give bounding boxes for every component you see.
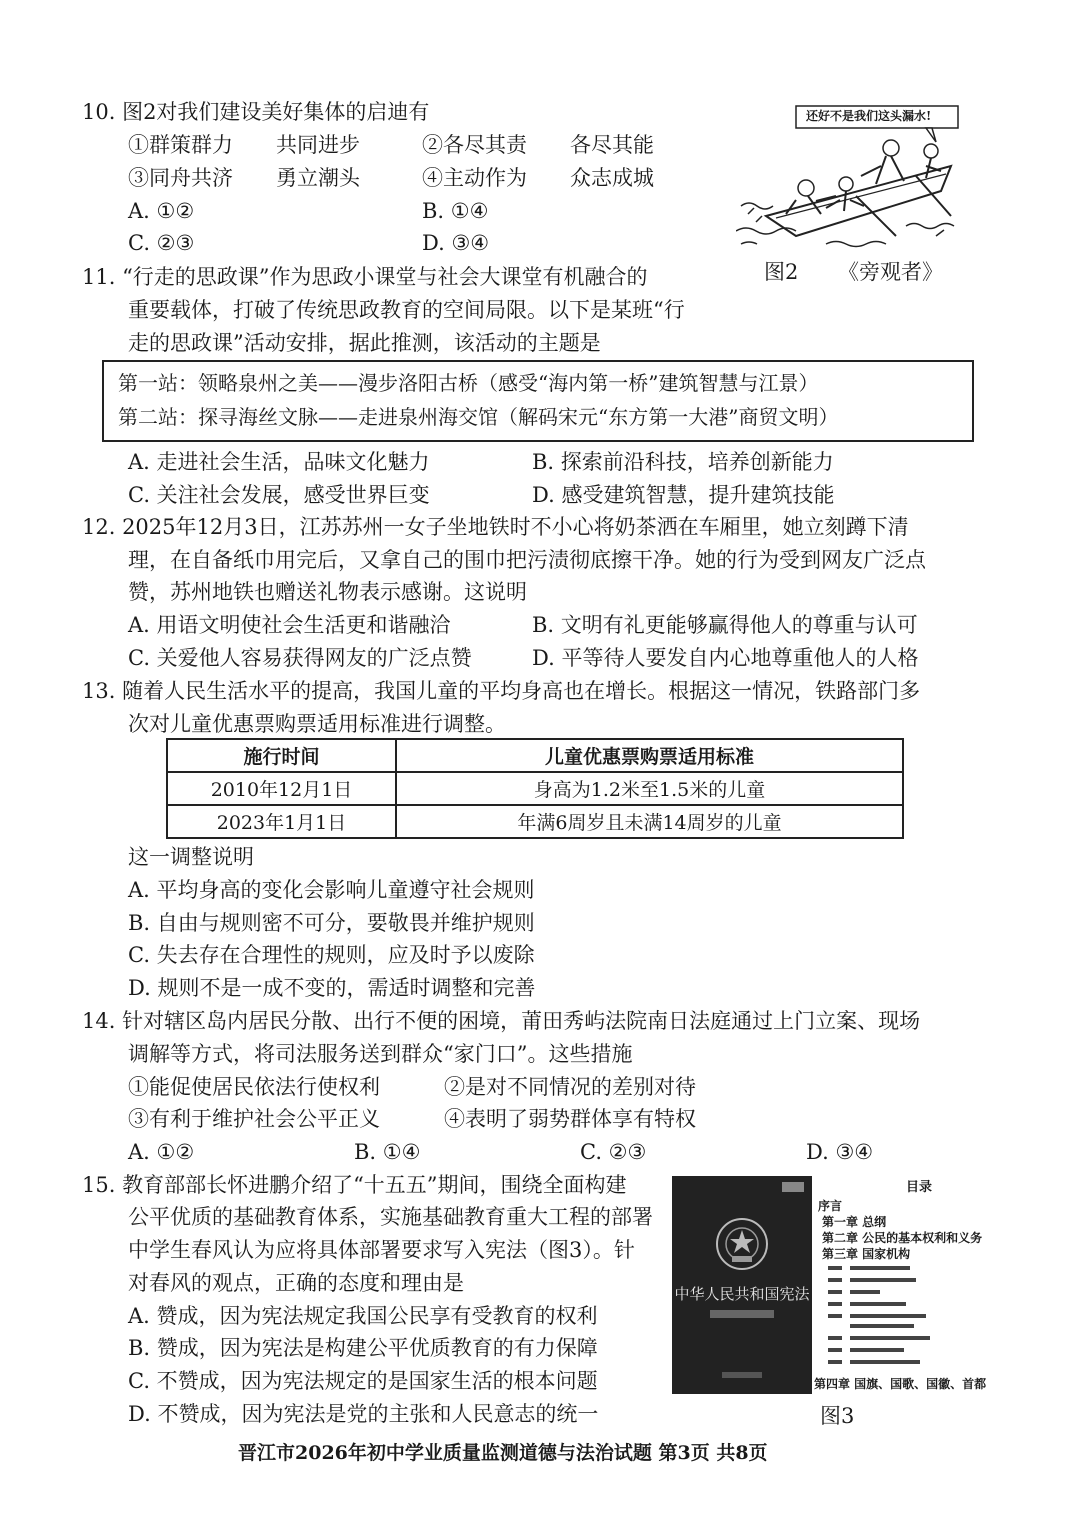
toc-sections-illegible <box>828 1264 1008 1374</box>
book-corner-label <box>782 1182 804 1192</box>
q15-option-d: D. 不赞成，因为宪法是党的主张和人民意志的统一 <box>128 1402 599 1426</box>
q14-opt1: ①能促使居民依法行使权利 <box>128 1075 380 1099</box>
figure2-speech-bubble: 还好不是我们这头漏水! <box>806 109 932 123</box>
q14-opt3: ③有利于维护社会公平正义 <box>128 1107 380 1131</box>
table-row <box>167 805 903 838</box>
q14-option-b: B. ①④ <box>354 1140 421 1164</box>
q13-stem-line2: 次对儿童优惠票购票适用标准进行调整。 <box>128 712 506 736</box>
q12-option-a: A. 用语文明使社会生活更和谐融洽 <box>128 613 451 637</box>
q15-stem-line2: 公平优质的基础教育体系，实施基础教育重大工程的部署 <box>128 1205 653 1229</box>
table-row <box>167 772 903 805</box>
q10-opt1a: ①群策群力 <box>128 133 233 157</box>
book-subtitle-bar <box>710 1310 774 1318</box>
q15-option-c: C. 不赞成，因为宪法规定的是国家生活的根本问题 <box>128 1369 598 1393</box>
q13-standards-table <box>166 738 904 839</box>
q14-option-a: A. ①② <box>128 1140 195 1164</box>
figure3-table-of-contents <box>814 1176 1014 1398</box>
toc-entry: 第一章 总纲 <box>822 1215 887 1229</box>
q12-option-c: C. 关爱他人容易获得网友的广泛点赞 <box>128 646 472 670</box>
toc-title: 目录 <box>906 1180 933 1195</box>
q10-opt2a: ②各尽其责 <box>422 133 527 157</box>
q13-after-text: 这一调整说明 <box>128 845 254 869</box>
q10-opt1b: 共同进步 <box>276 133 360 157</box>
q11-stem-line1: 11. “行走的思政课”作为思政小课堂与社会大课堂有机融合的 <box>82 265 648 289</box>
q15-stem-line4: 对春风的观点，正确的态度和理由是 <box>128 1271 464 1295</box>
table-header-cell: 施行时间 <box>167 739 396 772</box>
q11-option-b: B. 探索前沿科技，培养创新能力 <box>532 450 834 474</box>
q15-stem-line1: 15. 教育部部长怀进鹏介绍了“十五五”期间，围绕全面构建 <box>82 1173 627 1197</box>
table-cell: 2010年12月1日 <box>167 772 396 805</box>
q12-stem-line1: 12. 2025年12月3日，江苏苏州一女子坐地铁时不小心将奶茶洒在车厢里，她立刻蹲下清 <box>82 515 909 539</box>
q14-stem-line2: 调解等方式，将司法服务送到群众“家门口”。这些措施 <box>128 1042 633 1066</box>
toc-entry: 第二章 公民的基本权利和义务 <box>822 1231 983 1245</box>
q13-option-c: C. 失去存在合理性的规则，应及时予以废除 <box>128 943 535 967</box>
q14-opt2: ②是对不同情况的差别对待 <box>444 1075 696 1099</box>
q12-option-d: D. 平等待人要发自内心地尊重他人的人格 <box>532 646 919 670</box>
figure2-caption-number: 图2 <box>764 260 799 284</box>
q15-option-b: B. 赞成，因为宪法是构建公平优质教育的有力保障 <box>128 1336 598 1360</box>
table-header-cell: 儿童优惠票购票适用标准 <box>396 739 903 772</box>
q10-option-d: D. ③④ <box>422 231 490 255</box>
figure3-constitution-book <box>672 1176 812 1394</box>
q11-box-line1: 第一站：领略泉州之美——漫步洛阳古桥（感受“海内第一桥”建筑智慧与江景） <box>118 371 819 395</box>
q15-stem-line3: 中学生春风认为应将具体部署要求写入宪法（图3）。针 <box>128 1238 635 1262</box>
q10-option-a: A. ①② <box>128 199 195 223</box>
toc-entry: 第四章 国旗、国歌、国徽、首都 <box>814 1377 987 1391</box>
q14-stem-line1: 14. 针对辖区岛内居民分散、出行不便的困境，莆田秀屿法院南日法庭通过上门立案、现场 <box>82 1009 921 1033</box>
q11-option-d: D. 感受建筑智慧，提升建筑技能 <box>532 483 835 507</box>
table-cell: 年满6周岁且未满14周岁的儿童 <box>396 805 903 838</box>
page-footer: 晋江市2026年初中学业质量监测道德与法治试题 第3页 共8页 <box>238 1442 768 1464</box>
figure2-caption-title: 《旁观者》 <box>838 260 943 284</box>
q14-opt4: ④表明了弱势群体享有特权 <box>444 1107 696 1131</box>
q12-option-b: B. 文明有礼更能够赢得他人的尊重与认可 <box>532 613 918 637</box>
q11-option-a: A. 走进社会生活，品味文化魅力 <box>128 450 430 474</box>
q10-option-b: B. ①④ <box>422 199 489 223</box>
national-emblem-icon <box>714 1216 770 1272</box>
q11-option-c: C. 关注社会发展，感受世界巨变 <box>128 483 430 507</box>
table-cell: 身高为1.2米至1.5米的儿童 <box>396 772 903 805</box>
q10-opt3a: ③同舟共济 <box>128 166 233 190</box>
q10-opt4b: 众志成城 <box>570 166 654 190</box>
q10-opt3b: 勇立潮头 <box>276 166 360 190</box>
table-cell: 2023年1月1日 <box>167 805 396 838</box>
q10-opt2b: 各尽其能 <box>570 133 654 157</box>
q13-stem-line1: 13. 随着人民生活水平的提高，我国儿童的平均身高也在增长。根据这一情况，铁路部门多 <box>82 679 921 703</box>
q13-option-b: B. 自由与规则密不可分，要敬畏并维护规则 <box>128 911 535 935</box>
q14-option-d: D. ③④ <box>806 1140 874 1164</box>
table-header-row <box>167 739 903 772</box>
q14-option-c: C. ②③ <box>580 1140 647 1164</box>
q13-option-a: A. 平均身高的变化会影响儿童遵守社会规则 <box>128 878 535 902</box>
q10-option-c: C. ②③ <box>128 231 195 255</box>
q15-option-a: A. 赞成，因为宪法规定我国公民享有受教育的权利 <box>128 1304 598 1328</box>
q10-stem: 10. 图2对我们建设美好集体的启迪有 <box>82 100 430 124</box>
q12-stem-line2: 理，在自备纸巾用完后，又拿自己的围巾把污渍彻底擦干净。她的行为受到网友广泛点 <box>128 548 926 572</box>
toc-entry: 第三章 国家机构 <box>822 1247 911 1261</box>
q11-stem-line3: 走的思政课”活动安排，据此推测，该活动的主题是 <box>128 331 601 355</box>
book-cover-title: 中华人民共和国宪法 <box>674 1285 810 1303</box>
q12-stem-line3: 赞，苏州地铁也赠送礼物表示感谢。这说明 <box>128 580 527 604</box>
q11-stem-line2: 重要载体，打破了传统思政教育的空间局限。以下是某班“行 <box>128 298 685 322</box>
figure2-cartoon <box>736 96 972 254</box>
q10-opt4a: ④主动作为 <box>422 166 527 190</box>
q11-box-line2: 第二站：探寻海丝文脉——走进泉州海交馆（解码宋元“东方第一大港”商贸文明） <box>118 405 839 429</box>
toc-entry: 序言 <box>818 1199 843 1213</box>
q13-option-d: D. 规则不是一成不变的，需适时调整和完善 <box>128 976 536 1000</box>
figure3-caption: 图3 <box>820 1404 855 1428</box>
book-publisher-bar <box>722 1372 762 1378</box>
